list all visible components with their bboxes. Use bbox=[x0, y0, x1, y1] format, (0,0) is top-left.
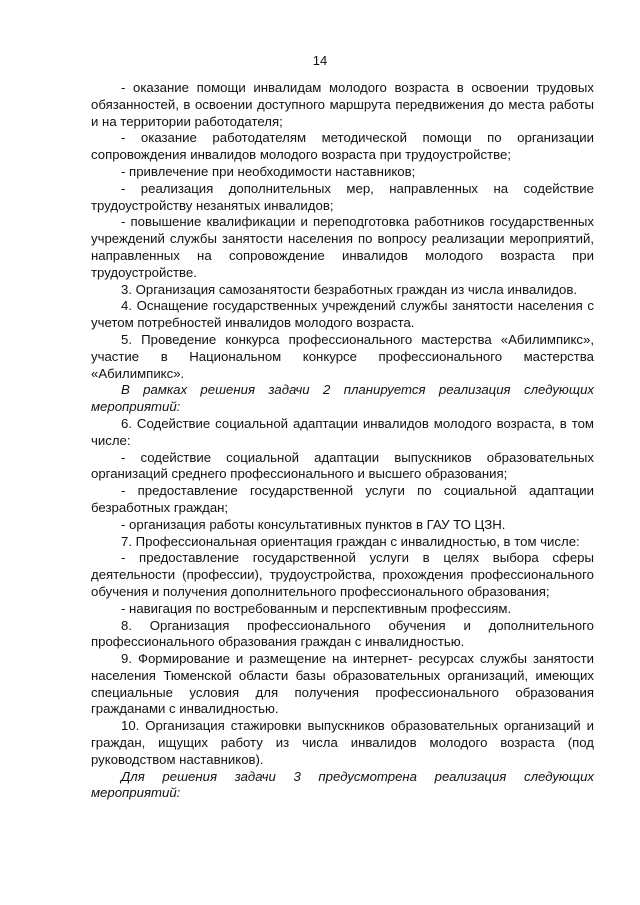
paragraph: 7. Профессиональная ориентация граждан с инвалидностью, в том числе: bbox=[121, 533, 580, 549]
paragraph: - предоставление государственной услуги в целях выбора сферы деятельности (профессии), трудоустройства, прохождения профессионального обучения и получения дополнительного профессионального образования; bbox=[91, 550, 594, 599]
paragraph: 10. Организация стажировки выпускников образовательных организаций и граждан, ищущих работу из числа инвалидов молодого возраста (под руководством наставников). bbox=[91, 718, 594, 767]
paragraph: - организация работы консультативных пунктов в ГАУ ТО ЦЗН. bbox=[121, 516, 506, 532]
paragraph: - оказание работодателям методической помощи по организации сопровождения инвалидов молодого возраста при трудоустройстве; bbox=[91, 130, 594, 163]
paragraph: - предоставление государственной услуги по социальной адаптации безработных граждан; bbox=[91, 483, 594, 515]
paragraph: 6. Содействие социальной адаптации инвалидов молодого возраста, в том числе: bbox=[91, 415, 594, 448]
paragraph: 5. Проведение конкурса профессионального мастерства «Абилимпикс», участие в Национальном конкурсе профессионального мастерства «Абилимпикс». bbox=[91, 331, 594, 381]
section-heading-task-2: В рамках решения задачи 2 планируется реализация следующих мероприятий: bbox=[91, 382, 594, 415]
paragraph: - реализация дополнительных мер, направленных на содействие трудоустройству незанятых инвалидов; bbox=[91, 180, 594, 213]
paragraph: - привлечение при необходимости наставников; bbox=[121, 163, 416, 179]
paragraph: - повышение квалификации и переподготовка работников государственных учреждений службы занятости населения по вопросу реализации мероприятий, направленных на сопровождение инвалидов молодого возраста при трудоустройстве. bbox=[91, 214, 594, 280]
paragraph: - навигация по востребованным и перспективным профессиям. bbox=[121, 600, 512, 616]
paragraph: - оказание помощи инвалидам молодого возраста в освоении трудовых обязанностей, в освоении доступного маршрута передвижения до места работы и на территории работодателя; bbox=[91, 80, 594, 129]
paragraph: 8. Организация профессионального обучения и дополнительного профессионального образования граждан с инвалидностью. bbox=[91, 617, 594, 650]
section-heading-task-3: Для решения задачи 3 предусмотрена реализация следующих мероприятий: bbox=[91, 768, 594, 801]
paragraph: 4. Оснащение государственных учреждений службы занятости населения с учетом потребностей инвалидов молодого возраста. bbox=[91, 298, 594, 331]
paragraph: 9. Формирование и размещение на интернет- ресурсах службы занятости населения Тюменской области базы образовательных организаций, имеющих специальные условия для получения профессионального образования гражданами с инвалидностью. bbox=[91, 651, 594, 717]
document-body bbox=[91, 80, 594, 802]
paragraph: - содействие социальной адаптации выпускников образовательных организаций среднего профессионального и высшего образования; bbox=[91, 449, 594, 482]
paragraph: 3. Организация самозанятости безработных граждан из числа инвалидов. bbox=[121, 281, 578, 297]
page-number: 14 bbox=[312, 53, 328, 68]
